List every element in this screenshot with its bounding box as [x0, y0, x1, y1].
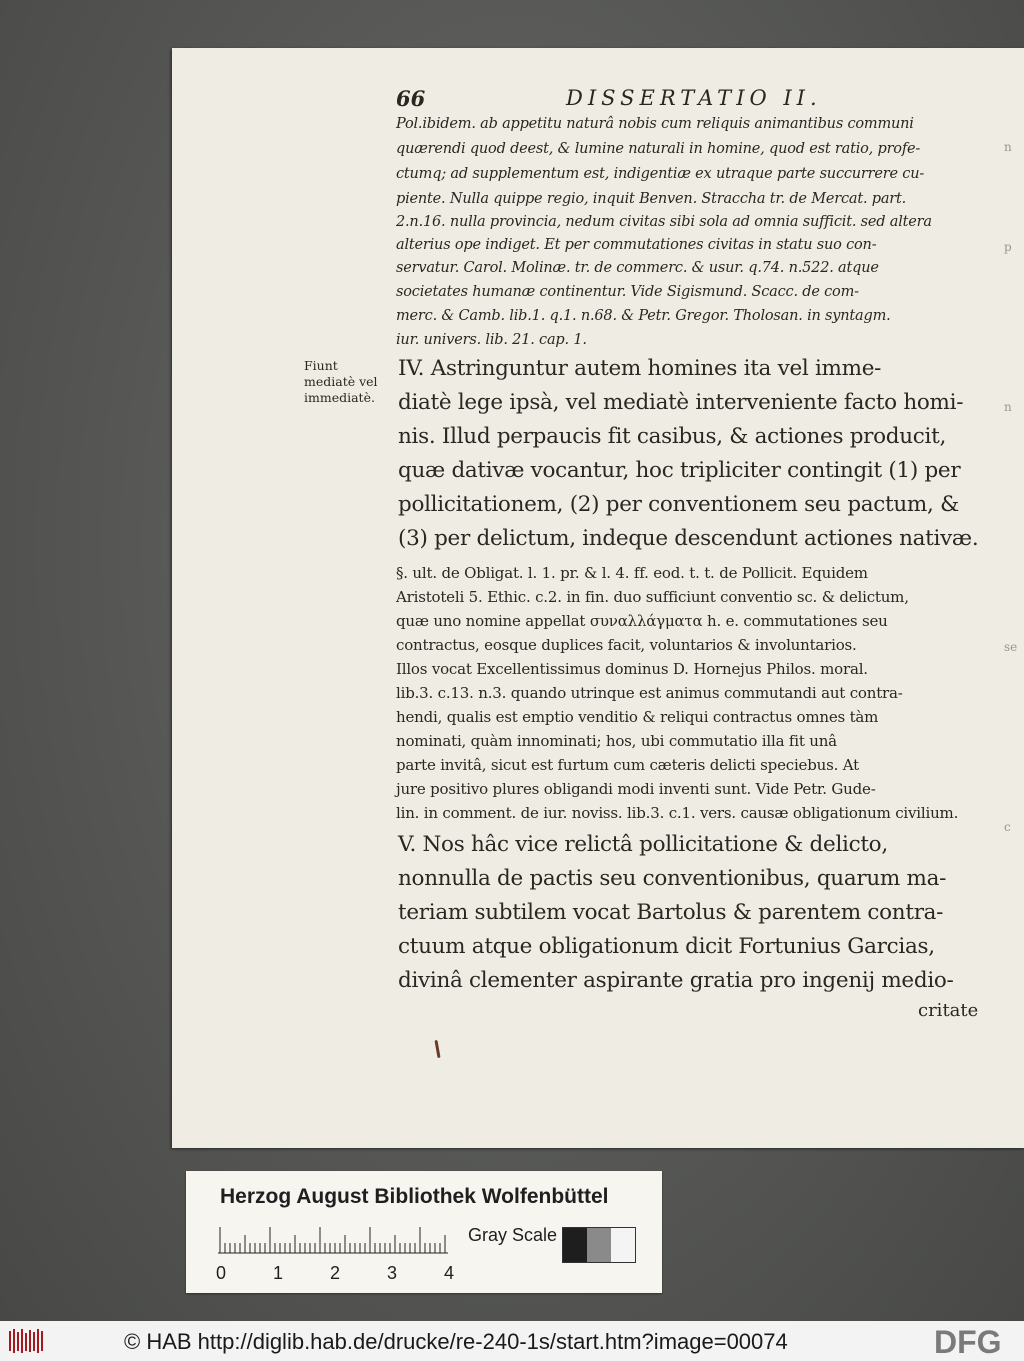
commentary-line: hendi, qualis est emptio venditio & reliqui contractus omnes tàm	[396, 708, 879, 726]
bleed-mark: se	[1004, 640, 1018, 654]
commentary-line: Aristoteli 5. Ethic. c.2. in fin. duo sufficiunt conventio sc. & delictum,	[396, 588, 909, 606]
margin-note: Fiunt mediatè vel immediatè.	[304, 358, 378, 405]
dfg-logo-text: DFG	[934, 1324, 1002, 1359]
bleed-mark: n	[1004, 400, 1012, 414]
note-line: piente. Nulla quippe regio, inquit Benven. Straccha tr. de Mercat. part.	[396, 191, 907, 207]
note-line: merc. & Camb. lib.1. q.1. n.68. & Petr. Gregor. Tholosan. in syntagm.	[396, 308, 891, 324]
commentary-line: Illos vocat Excellentissimus dominus D. Hornejus Philos. moral.	[396, 660, 868, 678]
paragraph-iv-line: nis. Illud perpaucis fit casibus, & actiones producit,	[398, 424, 946, 449]
bleed-mark: p	[1004, 240, 1012, 254]
page-number: 66	[396, 86, 426, 111]
ruler-label-1: 1	[273, 1263, 284, 1283]
ruler-label-4: 4	[444, 1263, 455, 1283]
note-line: servatur. Carol. Molinæ. tr. de commerc. & usur. q.74. n.522. atque	[396, 260, 879, 276]
running-title: DISSERTATIO II.	[566, 86, 822, 110]
paragraph-v-line: ctuum atque obligationum dicit Fortunius Garcias,	[398, 934, 935, 959]
swatch-light	[611, 1228, 635, 1262]
paragraph-v-line: V. Nos hâc vice relictâ pollicitatione & delicto,	[398, 832, 888, 857]
footer-bar	[0, 1321, 1024, 1361]
commentary-line: nominati, quàm innominati; hos, ubi commutatio illa fit unâ	[396, 732, 837, 750]
commentary-line: lin. in comment. de iur. noviss. lib.3. c.1. vers. causæ obligationum civilium.	[396, 804, 959, 822]
note-line: societates humanæ continentur. Vide Sigismund. Scacc. de com-	[396, 284, 859, 300]
bleed-mark: n	[1004, 140, 1012, 154]
commentary-line: quæ uno nomine appellat συναλλάγματα h. e. commutationes seu	[396, 612, 888, 630]
copyright-url[interactable]: © HAB http://diglib.hab.de/drucke/re-240-1s/start.htm?image=00074	[124, 1329, 788, 1354]
paragraph-iv-line: (3) per delictum, indeque descendunt actiones nativæ.	[398, 526, 979, 551]
color-reference-card	[186, 1171, 662, 1293]
hab-logo-icon	[8, 1327, 48, 1355]
note-line: iur. univers. lib. 21. cap. 1.	[396, 332, 587, 348]
ruler-label-3: 3	[387, 1263, 398, 1283]
paragraph-iv-line: quæ dativæ vocantur, hoc tripliciter contingit (1) per	[398, 458, 961, 483]
note-line: 2.n.16. nulla provincia, nedum civitas sibi sola ad omnia sufficit. sed altera	[396, 214, 932, 230]
commentary-line: jure positivo plures obligandi modi inventi sunt. Vide Petr. Gude-	[396, 780, 876, 798]
note-line: ctumq; ad supplementum est, indigentiæ ex utraque parte succurrere cu-	[396, 166, 925, 182]
commentary-line: parte invitâ, sicut est furtum cum cæteris delicti speciebus. At	[396, 756, 859, 774]
note-line: quærendi quod deest, & lumine naturali in homine, quod est ratio, profe-	[396, 141, 921, 157]
commentary-line: lib.3. c.13. n.3. quando utrinque est animus commutandi aut contra-	[396, 684, 903, 702]
ruler-scale	[218, 1223, 448, 1257]
paragraph-iv-line: IV. Astringuntur autem homines ita vel imme-	[398, 356, 882, 381]
dfg-logo-icon	[930, 1323, 1020, 1359]
commentary-line: §. ult. de Obligat. l. 1. pr. & l. 4. ff. eod. t. t. de Pollicit. Equidem	[396, 564, 868, 582]
paragraph-iv-line: diatè lege ipsà, vel mediatè interveniente facto homi-	[398, 390, 964, 415]
card-title: Herzog August Bibliothek Wolfenbüttel	[220, 1185, 609, 1208]
paragraph-v-line: nonnulla de pactis seu conventionibus, quarum ma-	[398, 866, 947, 891]
note-line: alterius ope indiget. Et per commutationes civitas in statu suo con-	[396, 237, 877, 253]
gray-scale-swatches	[562, 1227, 636, 1263]
note-line: Pol.ibidem. ab appetitu naturâ nobis cum reliquis animantibus communi	[396, 116, 914, 132]
paragraph-v-line: divinâ clementer aspirante gratia pro ingenij medio-	[398, 968, 954, 993]
paragraph-iv-line: pollicitationem, (2) per conventionem seu pactum, &	[398, 492, 959, 517]
bleed-mark: c	[1004, 820, 1011, 834]
paragraph-v-line: teriam subtilem vocat Bartolus & parentem contra-	[398, 900, 944, 925]
ruler-label-0: 0	[216, 1263, 227, 1283]
ruler-label-2: 2	[330, 1263, 341, 1283]
gray-scale-label: Gray Scale	[468, 1225, 558, 1245]
commentary-line: contractus, eosque duplices facit, voluntarios & involuntarios.	[396, 636, 857, 654]
swatch-dark	[563, 1228, 587, 1262]
catchword: critate	[918, 1000, 979, 1021]
swatch-mid	[587, 1228, 611, 1262]
